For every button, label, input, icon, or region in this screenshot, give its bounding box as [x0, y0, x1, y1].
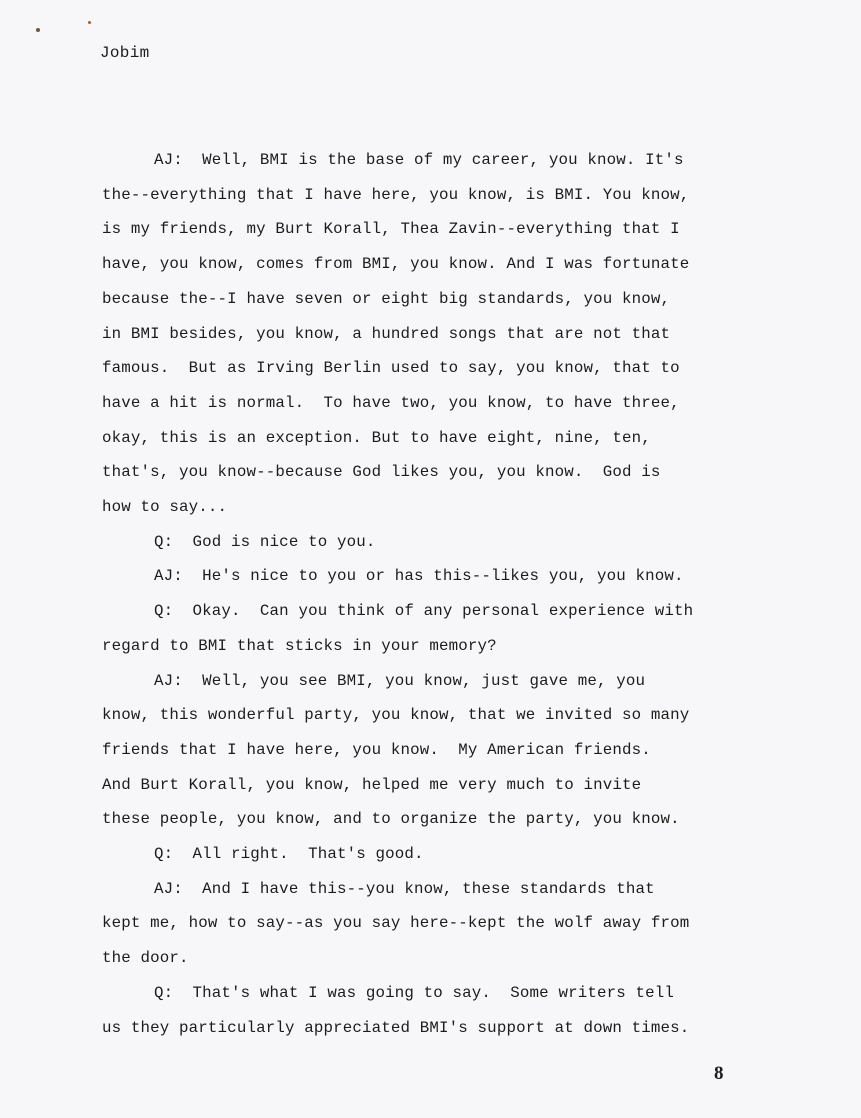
- transcript-line: friends that I have here, you know. My American friends.: [102, 740, 651, 759]
- page-header: Jobim: [100, 44, 150, 62]
- transcript-line: Q: God is nice to you.: [154, 532, 376, 551]
- transcript-line: in BMI besides, you know, a hundred songs that are not that: [102, 324, 671, 343]
- transcript-line: okay, this is an exception. But to have eight, nine, ten,: [102, 428, 651, 447]
- transcript-line: Q: That's what I was going to say. Some writers tell: [154, 983, 675, 1002]
- transcript-line: Q: Okay. Can you think of any personal experience with: [154, 602, 694, 621]
- transcript-paragraph: [102, 559, 742, 594]
- transcript-paragraph: [102, 872, 742, 976]
- ink-speck: [88, 21, 91, 24]
- transcript-paragraph: [102, 976, 742, 1045]
- transcript-line: AJ: Well, BMI is the base of my career, you know. It's: [154, 151, 684, 169]
- transcript-line: us they particularly appreciated BMI's support at down times.: [102, 1018, 690, 1037]
- transcript-line: And Burt Korall, you know, helped me very much to invite: [102, 775, 642, 794]
- page-number: 8: [714, 1063, 724, 1084]
- transcript-line: the door.: [102, 949, 189, 968]
- transcript-line: famous. But as Irving Berlin used to say, you know, that to: [102, 359, 680, 378]
- ink-speck: [36, 28, 40, 32]
- transcript-line: AJ: And I have this--you know, these standards that: [154, 879, 655, 898]
- transcript-line: regard to BMI that sticks in your memory?: [102, 636, 497, 655]
- transcript-line: AJ: He's nice to you or has this--likes you, you know.: [154, 567, 684, 586]
- transcript-line: AJ: Well, you see BMI, you know, just gave me, you: [154, 671, 646, 690]
- transcript-line: because the--I have seven or eight big standards, you know,: [102, 289, 671, 308]
- transcript-paragraph: [102, 594, 742, 663]
- transcript-paragraph: [102, 143, 742, 525]
- transcript-body: [102, 143, 742, 1045]
- transcript-line: have, you know, comes from BMI, you know. And I was fortunate: [102, 255, 690, 274]
- transcript-paragraph: [102, 525, 742, 560]
- transcript-line: know, this wonderful party, you know, that we invited so many: [102, 706, 690, 725]
- transcript-line: the--everything that I have here, you know, is BMI. You know,: [102, 185, 690, 204]
- transcript-line: Q: All right. That's good.: [154, 845, 424, 864]
- transcript-line: how to say...: [102, 498, 228, 517]
- transcript-line: that's, you know--because God likes you, you know. God is: [102, 463, 661, 482]
- transcript-line: kept me, how to say--as you say here--kept the wolf away from: [102, 914, 690, 933]
- transcript-paragraph: [102, 837, 742, 872]
- transcript-line: have a hit is normal. To have two, you know, to have three,: [102, 393, 680, 412]
- transcript-line: is my friends, my Burt Korall, Thea Zavin--everything that I: [102, 220, 680, 239]
- transcript-paragraph: [102, 664, 742, 838]
- transcript-line: these people, you know, and to organize the party, you know.: [102, 810, 680, 829]
